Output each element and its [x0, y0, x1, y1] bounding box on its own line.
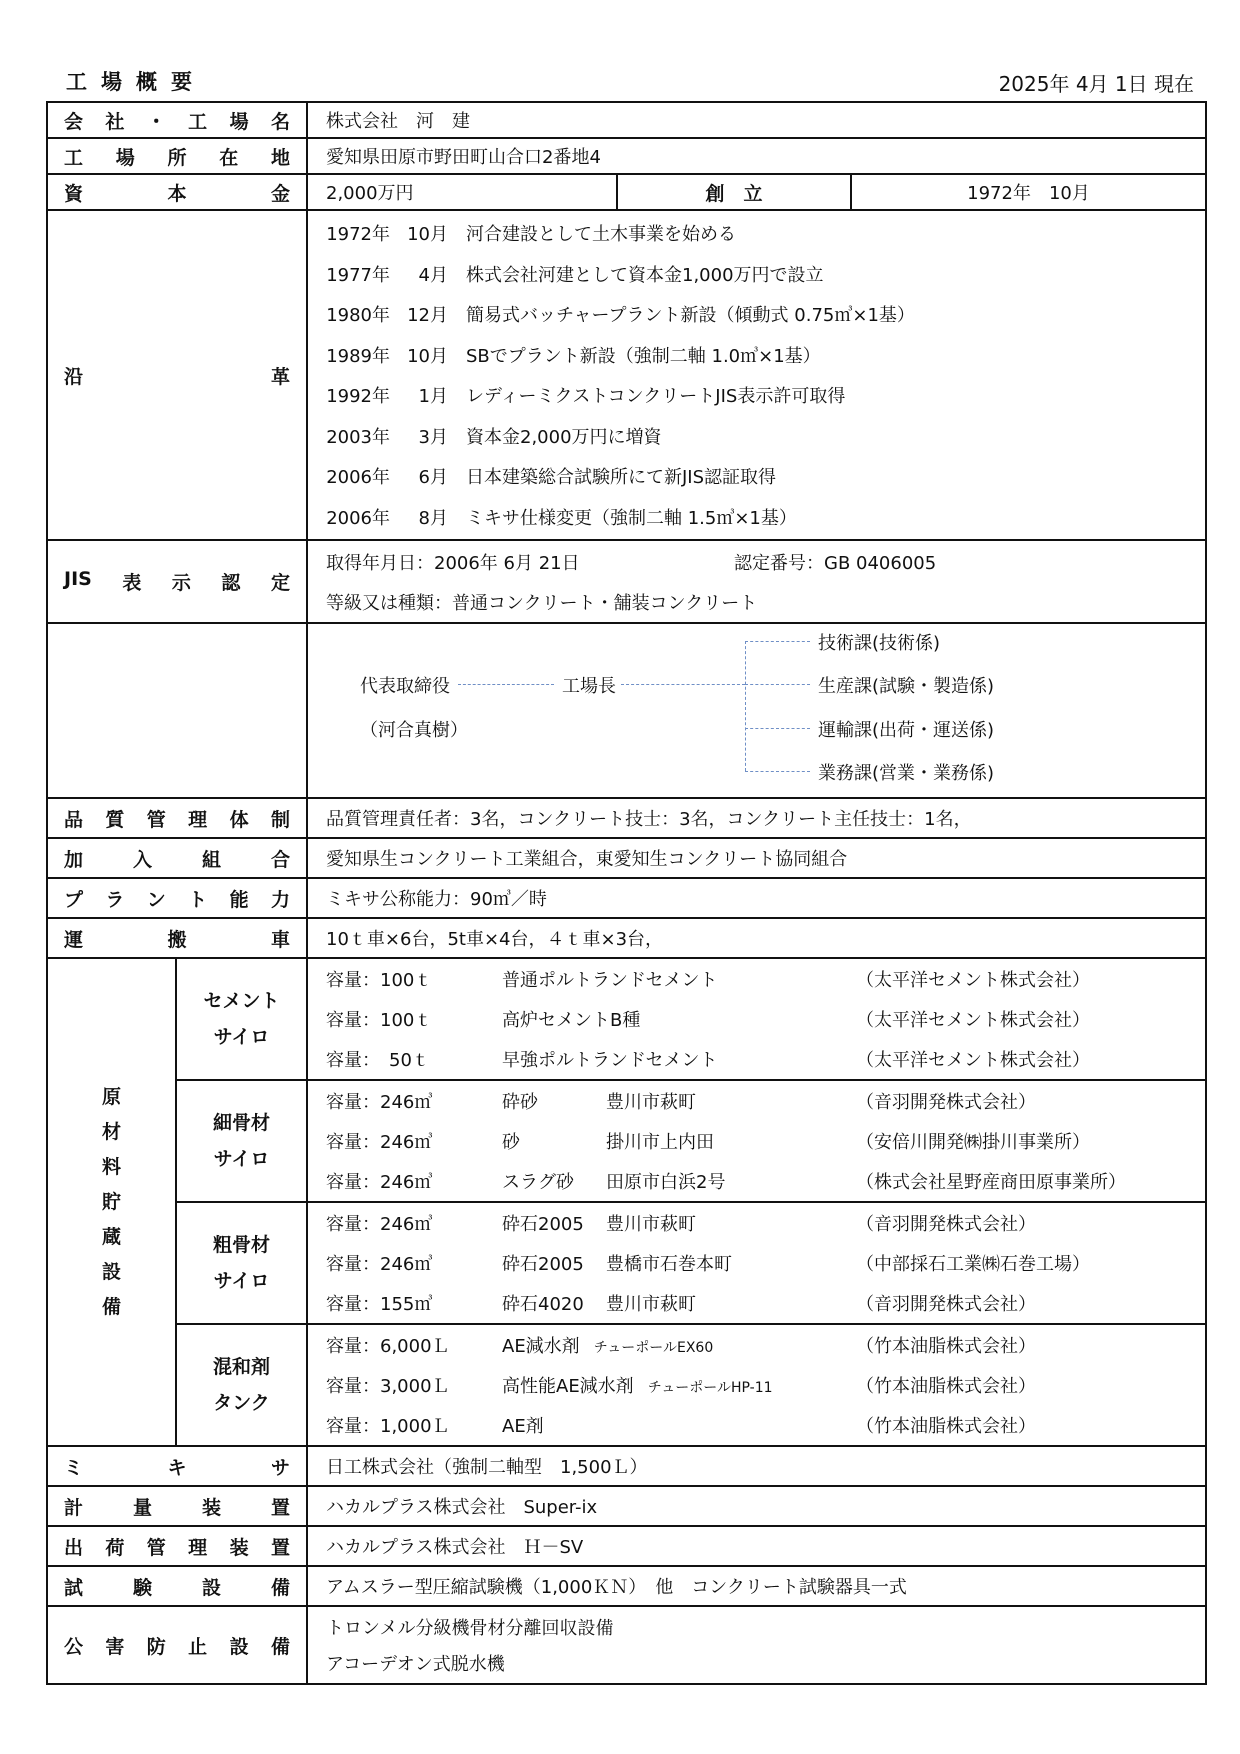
testing-label — [47, 1566, 307, 1606]
page-title: 工場概要 — [66, 70, 206, 94]
group-name-2: サイロ — [213, 1148, 270, 1170]
history-month: 8月 — [418, 507, 448, 529]
founded-value: 1972年 10月 — [851, 174, 1206, 210]
material-group-coarse-aggregate — [176, 1202, 307, 1324]
company-label — [47, 102, 307, 138]
capital-label — [47, 174, 307, 210]
union-value: 愛知県生コンクリート工業組合，東愛知生コンクリート協同組合 — [307, 838, 1206, 878]
label-char: 社 — [105, 110, 125, 133]
material-source: 豊川市萩町 — [606, 1092, 696, 1113]
history-item — [308, 497, 1205, 538]
material-maker: （太平洋セメント株式会社） — [856, 1050, 1090, 1071]
history-item — [308, 335, 1205, 376]
material-row — [308, 1039, 1205, 1079]
label-char: 公 — [64, 1635, 84, 1658]
jis-cert-number: 認定番号：GB 0406005 — [734, 552, 937, 574]
quality-label — [47, 798, 307, 838]
material-type: 砕石2005 豊川市萩町 — [502, 1214, 696, 1235]
material-product: チューポールHP-11 — [647, 1380, 773, 1396]
location-label — [47, 138, 307, 174]
history-text: 簡易式バッチャープラント新設（傾動式 0.75㎥×1基） — [466, 305, 915, 327]
pollution-line-2: アコーデオン式脱水機 — [326, 1654, 505, 1675]
label-char: ミ — [64, 1456, 84, 1479]
material-type: 砂 掛川市上内田 — [502, 1132, 714, 1153]
material-row — [308, 1365, 1205, 1405]
material-row — [308, 1121, 1205, 1161]
materials-label-char: 備 — [101, 1295, 121, 1318]
history-text: ミキサ仕様変更（強制二軸 1.5㎥×1基） — [466, 507, 797, 529]
material-maker: （音羽開発株式会社） — [856, 1092, 1036, 1113]
org-line-trunk — [745, 641, 746, 771]
material-type: AE剤 — [502, 1416, 544, 1437]
material-type: スラグ砂 田原市白浜2号 — [502, 1172, 726, 1193]
label-char: 資 — [64, 182, 84, 205]
material-source: 豊橋市石巻本町 — [606, 1254, 732, 1275]
history-year: 2003年 — [326, 426, 390, 448]
material-maker: （安倍川開発㈱掛川事業所） — [856, 1132, 1090, 1153]
history-text: 日本建築総合試験所にて新JIS認証取得 — [466, 467, 777, 489]
group-name: セメント — [203, 990, 280, 1012]
label-char: 管 — [146, 1536, 166, 1559]
materials-label-char: 設 — [101, 1260, 121, 1283]
org-ceo: 代表取締役 — [360, 675, 450, 697]
org-line-dept-2 — [745, 684, 810, 685]
metering-label — [47, 1486, 307, 1526]
testing-label-text — [64, 1573, 290, 1600]
material-maker: （太平洋セメント株式会社） — [856, 970, 1090, 991]
history-month: 6月 — [418, 467, 448, 489]
material-type: 普通ポルトランドセメント — [502, 970, 718, 991]
trucks-label-text — [64, 925, 290, 952]
material-source: 掛川市上内田 — [606, 1132, 714, 1153]
label-char: 理 — [188, 1536, 208, 1559]
material-type: 砕石4020 豊川市萩町 — [502, 1294, 696, 1315]
label-char: ト — [188, 888, 208, 911]
org-dept-technical: 技術課(技術係) — [818, 632, 941, 654]
materials-label-char: 原 — [101, 1085, 121, 1108]
material-row — [308, 1203, 1205, 1243]
org-line-dept-4 — [745, 771, 810, 772]
label-char: 地 — [270, 146, 290, 169]
label-char: 験 — [132, 1576, 152, 1599]
material-rows-fine-aggregate — [307, 1080, 1206, 1202]
shipping-label — [47, 1526, 307, 1566]
material-maker: （中部採石工業㈱石巻工場） — [856, 1254, 1090, 1275]
org-label-empty — [47, 623, 307, 798]
history-item — [308, 294, 1205, 335]
pollution-value — [307, 1606, 1206, 1684]
metering-value: ハカルプラス株式会社 Super-ix — [307, 1486, 1206, 1526]
label-char: 置 — [270, 1536, 290, 1559]
pollution-label — [47, 1606, 307, 1684]
label-char: JIS — [64, 568, 92, 590]
label-char: キ — [167, 1456, 187, 1479]
history-label-right: 革 — [270, 365, 290, 388]
label-char: 荷 — [105, 1536, 125, 1559]
material-capacity: 容量：246㎥ — [326, 1132, 433, 1153]
material-capacity: 容量：100ｔ — [326, 1010, 433, 1031]
label-char: 定 — [270, 572, 290, 594]
material-capacity: 容量：155㎥ — [326, 1294, 433, 1315]
label-char: 名 — [270, 110, 290, 133]
material-type: 砕砂 豊川市萩町 — [502, 1092, 696, 1113]
jis-value — [307, 540, 1206, 623]
org-dept-business: 業務課(営業・業務係) — [818, 762, 995, 784]
history-month: 10月 — [407, 224, 448, 246]
plant-value: ミキサ公称能力：90㎥／時 — [307, 878, 1206, 918]
history-year: 1980年 — [326, 305, 390, 327]
history-item — [308, 456, 1205, 497]
material-type: AE減水剤 チューポールEX60 — [502, 1336, 714, 1357]
label-char: 車 — [270, 928, 290, 951]
material-row — [308, 959, 1205, 999]
label-char: 認 — [221, 572, 241, 594]
label-char: ラ — [105, 888, 125, 911]
materials-label-char: 料 — [101, 1155, 121, 1178]
group-name-2: タンク — [213, 1392, 270, 1414]
label-char: 本 — [167, 182, 187, 205]
label-char: 合 — [270, 848, 290, 871]
material-capacity: 容量：3,000Ｌ — [326, 1376, 450, 1397]
group-name: 混和剤 — [212, 1356, 270, 1378]
material-rows-admixture — [307, 1324, 1206, 1446]
mixer-value: 日工株式会社（強制二軸型 1,500Ｌ） — [307, 1446, 1206, 1486]
label-char: 品 — [64, 808, 84, 831]
materials-label-char: 蔵 — [101, 1225, 121, 1248]
trucks-value: 10ｔ車×6台，5t車×4台，４ｔ車×3台， — [307, 918, 1206, 958]
label-char: 搬 — [167, 928, 187, 951]
label-char: 出 — [64, 1536, 84, 1559]
material-maker: （株式会社星野産商田原事業所） — [856, 1172, 1126, 1193]
label-char: 場 — [115, 146, 135, 169]
org-chart — [307, 623, 1206, 798]
history-text: 資本金2,000万円に増資 — [466, 426, 662, 448]
history-item — [308, 213, 1205, 254]
label-char: 会 — [64, 110, 84, 133]
material-row — [308, 1243, 1205, 1283]
history-item — [308, 254, 1205, 295]
org-line-manager — [621, 684, 745, 685]
plant-label — [47, 878, 307, 918]
history-label — [47, 210, 307, 540]
label-char: 運 — [64, 928, 84, 951]
material-type: 砕石2005 豊橋市石巻本町 — [502, 1254, 732, 1275]
label-char: 制 — [270, 808, 290, 831]
material-row — [308, 1283, 1205, 1323]
shipping-label-text — [64, 1533, 290, 1560]
history-text: レディーミクストコンクリートJIS表示許可取得 — [466, 386, 846, 408]
label-char: 所 — [167, 146, 187, 169]
label-char: 計 — [64, 1496, 84, 1519]
material-maker: （竹本油脂株式会社） — [856, 1416, 1036, 1437]
union-label — [47, 838, 307, 878]
label-char: プ — [64, 888, 84, 911]
org-line-dept-3 — [745, 728, 810, 729]
history-text: 河合建設として土木事業を始める — [466, 224, 736, 246]
location-label-text — [64, 143, 290, 170]
label-char: 金 — [270, 182, 290, 205]
history-year: 1977年 — [326, 264, 390, 286]
label-char: 置 — [270, 1496, 290, 1519]
material-maker: （太平洋セメント株式会社） — [856, 1010, 1090, 1031]
capital-label-text — [64, 179, 290, 206]
materials-label-char: 材 — [101, 1120, 121, 1143]
material-rows-cement — [307, 958, 1206, 1080]
group-name: 粗骨材 — [212, 1234, 270, 1256]
jis-label — [47, 540, 307, 623]
material-capacity: 容量：246㎥ — [326, 1254, 433, 1275]
label-char: ン — [146, 888, 166, 911]
label-char: 止 — [188, 1635, 208, 1658]
org-line-ceo-manager — [458, 684, 554, 685]
factory-overview-table — [46, 101, 1207, 1685]
label-char: 試 — [64, 1576, 84, 1599]
org-manager: 工場長 — [562, 675, 616, 697]
label-char: 組 — [201, 848, 221, 871]
material-capacity: 容量：1,000Ｌ — [326, 1416, 450, 1437]
history-item — [308, 416, 1205, 457]
history-year: 1992年 — [326, 386, 390, 408]
mixer-label — [47, 1446, 307, 1486]
quality-label-text — [64, 805, 290, 832]
company-label-text — [64, 107, 290, 134]
label-char: 装 — [229, 1536, 249, 1559]
jis-grade: 等級又は種類：普通コンクリート・舗装コンクリート — [326, 592, 758, 614]
label-char: 体 — [229, 808, 249, 831]
label-char: 備 — [270, 1576, 290, 1599]
materials-label — [47, 958, 176, 1446]
history-label-left: 沿 — [64, 365, 84, 388]
label-char: 量 — [132, 1496, 152, 1519]
material-row — [308, 1161, 1205, 1201]
testing-value: アムスラー型圧縮試験機（1,000ＫＮ） 他 コンクリート試験器具一式 — [307, 1566, 1206, 1606]
label-char: ・ — [146, 110, 166, 133]
label-char: 在 — [219, 146, 239, 169]
org-dept-transport: 運輸課(出荷・運送係) — [818, 719, 995, 741]
label-char: 管 — [146, 808, 166, 831]
label-char: サ — [270, 1456, 290, 1479]
history-item — [308, 375, 1205, 416]
label-char: 場 — [229, 110, 249, 133]
material-maker: （音羽開発株式会社） — [856, 1214, 1036, 1235]
material-type: 早強ポルトランドセメント — [502, 1050, 718, 1071]
material-product: チューポールEX60 — [593, 1340, 714, 1356]
shipping-value: ハカルプラス株式会社 Ｈ－SV — [307, 1526, 1206, 1566]
label-char: 能 — [229, 888, 249, 911]
material-row — [308, 1081, 1205, 1121]
material-capacity: 容量：6,000Ｌ — [326, 1336, 450, 1357]
material-group-cement — [176, 958, 307, 1080]
history-month: 3月 — [418, 426, 448, 448]
label-char: 示 — [171, 572, 191, 594]
materials-label-char: 貯 — [101, 1190, 121, 1213]
label-char: 設 — [229, 1635, 249, 1658]
metering-label-text — [64, 1493, 290, 1520]
jis-acquired-date: 取得年月日：2006年 6月 21日 — [326, 552, 580, 574]
material-capacity: 容量：246㎥ — [326, 1092, 433, 1113]
founded-label: 創 立 — [617, 174, 851, 210]
pollution-label-text — [64, 1632, 290, 1659]
material-maker: （竹本油脂株式会社） — [856, 1376, 1036, 1397]
label-char: 設 — [201, 1576, 221, 1599]
company-value: 株式会社 河 建 — [307, 102, 1206, 138]
history-year: 2006年 — [326, 467, 390, 489]
material-maker: （音羽開発株式会社） — [856, 1294, 1036, 1315]
group-name-2: サイロ — [213, 1026, 270, 1048]
label-char: 工 — [64, 146, 84, 169]
history-text: SBでプラント新設（強制二軸 1.0㎥×1基） — [466, 345, 821, 367]
label-char: 質 — [105, 808, 125, 831]
location-value: 愛知県田原市野田町山合口2番地4 — [307, 138, 1206, 174]
jis-label-text — [64, 568, 290, 595]
label-char: 理 — [188, 808, 208, 831]
material-type: 高性能AE減水剤 チューポールHP-11 — [502, 1376, 773, 1397]
plant-label-text — [64, 885, 290, 912]
history-month: 4月 — [418, 264, 448, 286]
label-char: 備 — [270, 1635, 290, 1658]
material-capacity: 容量：100ｔ — [326, 970, 433, 991]
label-char: 工 — [188, 110, 208, 133]
materials-label-vertical — [48, 1080, 175, 1325]
label-char: 防 — [146, 1635, 166, 1658]
history-year: 1989年 — [326, 345, 390, 367]
history-text: 株式会社河建として資本金1,000万円で設立 — [466, 264, 824, 286]
history-year: 1972年 — [326, 224, 390, 246]
material-rows-coarse-aggregate — [307, 1202, 1206, 1324]
trucks-label — [47, 918, 307, 958]
mixer-label-text — [64, 1453, 290, 1480]
group-name: 細骨材 — [212, 1112, 270, 1134]
material-source: 豊川市萩町 — [606, 1214, 696, 1235]
label-char: 入 — [132, 848, 152, 871]
material-capacity: 容量：246㎥ — [326, 1172, 433, 1193]
label-char: 加 — [64, 848, 84, 871]
org-line-dept-1 — [745, 641, 810, 642]
material-type: 高炉セメントB種 — [502, 1010, 641, 1031]
material-row — [308, 1325, 1205, 1365]
history-month: 12月 — [407, 305, 448, 327]
label-char: 力 — [270, 888, 290, 911]
history-month: 1月 — [418, 386, 448, 408]
label-char: 表 — [122, 572, 142, 594]
material-row — [308, 1405, 1205, 1445]
material-maker: （竹本油脂株式会社） — [856, 1336, 1036, 1357]
group-name-2: サイロ — [213, 1270, 270, 1292]
material-row — [308, 999, 1205, 1039]
material-source: 豊川市萩町 — [606, 1294, 696, 1315]
quality-value: 品質管理責任者：3名，コンクリート技士：3名，コンクリート主任技士：1名， — [307, 798, 1206, 838]
history-list — [307, 210, 1206, 540]
material-capacity: 容量： 50ｔ — [326, 1050, 430, 1071]
material-group-admixture — [176, 1324, 307, 1446]
org-dept-production: 生産課(試験・製造係) — [818, 675, 995, 697]
capital-value: 2,000万円 — [307, 174, 617, 210]
history-month: 10月 — [407, 345, 448, 367]
history-year: 2006年 — [326, 507, 390, 529]
pollution-line-1: トロンメル分級機骨材分離回収設備 — [326, 1618, 614, 1639]
union-label-text — [64, 845, 290, 872]
as-of-date: 2025年 4月 1日 現在 — [998, 72, 1194, 96]
material-group-fine-aggregate — [176, 1080, 307, 1202]
label-char: 害 — [105, 1635, 125, 1658]
material-capacity: 容量：246㎥ — [326, 1214, 433, 1235]
org-ceo-name: （河合真樹） — [360, 719, 468, 741]
label-char: 装 — [201, 1496, 221, 1519]
material-source: 田原市白浜2号 — [606, 1172, 726, 1193]
